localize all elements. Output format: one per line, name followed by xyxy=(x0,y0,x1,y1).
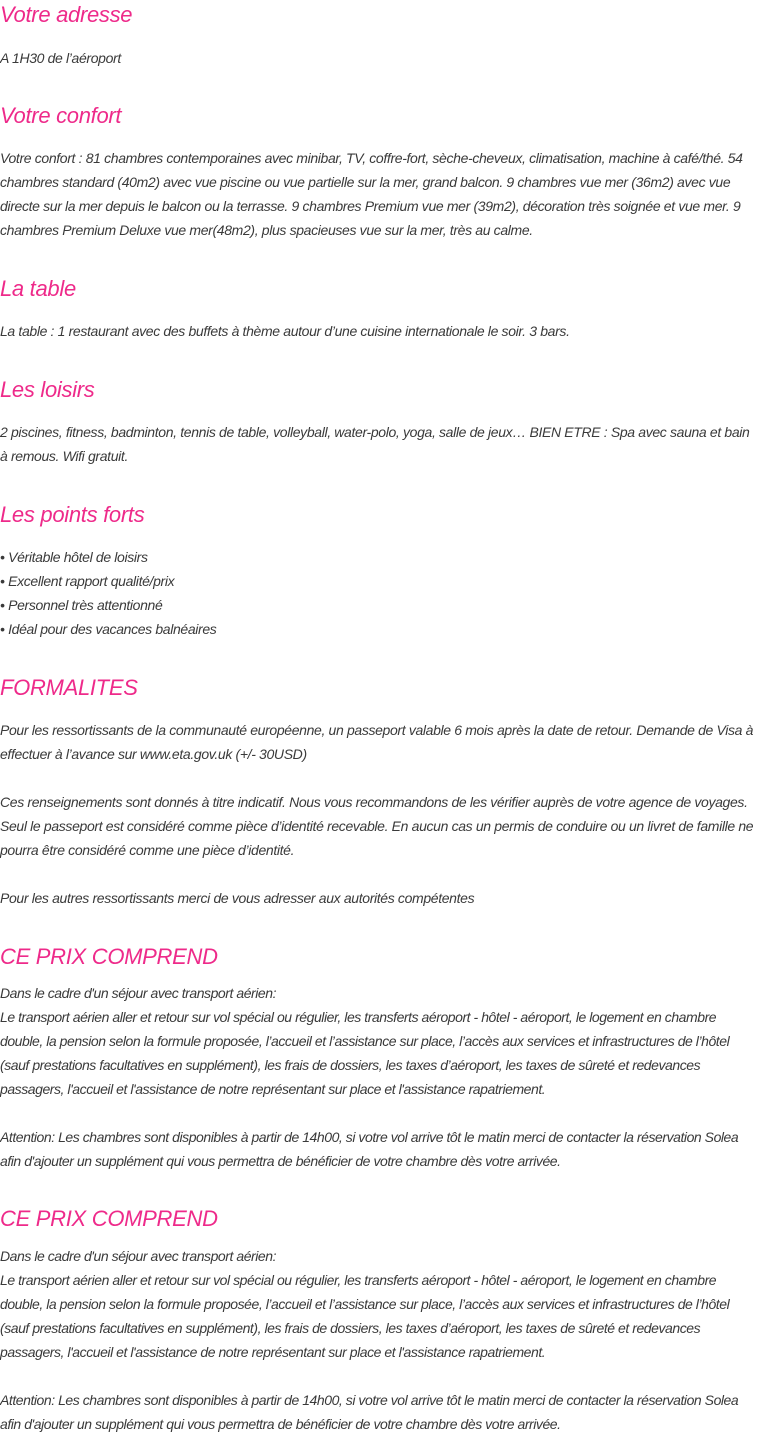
points-forts-item: • Excellent rapport qualité/prix xyxy=(0,573,175,589)
formalites-avertissement: Ces renseignements sont donnés à titre indicatif. Nous vous recommandons de les vérifier auprès de votre agence de voyages. Seul le passeport est considéré comme pièce d’identité recevable. En aucun cas un permis de conduire ou un livret de famille ne pourra être considéré comme une pièce d’identité. xyxy=(0,794,754,858)
loisirs-text: 2 piscines, fitness, badminton, tennis de table, volleyball, water-polo, yoga, salle de jeux… BIEN ETRE : Spa avec sauna et bain à remous. Wifi gratuit. xyxy=(0,424,750,464)
section-title-confort: Votre confort xyxy=(0,103,122,128)
table-text: La table : 1 restaurant avec des buffets à thème autour d’une cuisine internationale le soir. 3 bars. xyxy=(0,323,570,339)
prix-comprend-text: Dans le cadre d'un séjour avec transport aérien: Le transport aérien aller et retour sur vol spécial ou régulier, les transferts aéroport - hôtel - aéroport, le logement en chambre double, la pension selon la formule proposée, l’accueil et l’assistance sur place, l’accès aux services et infrastructures de l’hôtel (sauf prestations facultatives en supplément), les frais de dossiers, les taxes d’aéroport, les taxes de sûreté et redevances passagers, l'accueil et l'assistance de notre représentant sur place et l'assistance rapatriement. xyxy=(0,1248,730,1360)
section-title-points-forts: Les points forts xyxy=(0,502,145,527)
points-forts-item: • Idéal pour des vacances balnéaires xyxy=(0,621,217,637)
points-forts-item: • Véritable hôtel de loisirs xyxy=(0,549,148,565)
section-title-prix-comprend: CE PRIX COMPREND xyxy=(0,944,218,969)
points-forts-item: • Personnel très attentionné xyxy=(0,597,163,613)
section-title-formalites: FORMALITES xyxy=(0,675,138,700)
prix-attention-text: Attention: Les chambres sont disponibles à partir de 14h00, si votre vol arrive tôt le matin merci de contacter la réservation Solea afin d'ajouter un supplément qui vous permettra de bénéficier de votre chambre dès votre arrivée. xyxy=(0,1129,739,1169)
formalites-passeport: Pour les ressortissants de la communauté européenne, un passeport valable 6 mois après la date de retour. Demande de Visa à effectuer à l’avance sur www.eta.gov.uk (+/- 30USD) xyxy=(0,722,754,762)
prix-attention-text: Attention: Les chambres sont disponibles à partir de 14h00, si votre vol arrive tôt le matin merci de contacter la réservation Solea afin d'ajouter un supplément qui vous permettra de bénéficier de votre chambre dès votre arrivée. xyxy=(0,1392,739,1432)
section-title-prix-comprend: CE PRIX COMPREND xyxy=(0,1206,218,1231)
adresse-text: A 1H30 de l’aéroport xyxy=(0,50,121,66)
section-title-table: La table xyxy=(0,276,76,301)
section-title-adresse: Votre adresse xyxy=(0,2,133,27)
formalites-autres: Pour les autres ressortissants merci de vous adresser aux autorités compétentes xyxy=(0,890,475,906)
prix-comprend-text: Dans le cadre d'un séjour avec transport aérien: Le transport aérien aller et retour sur vol spécial ou régulier, les transferts aéroport - hôtel - aéroport, le logement en chambre double, la pension selon la formule proposée, l’accueil et l’assistance sur place, l’accès aux services et infrastructures de l’hôtel (sauf prestations facultatives en supplément), les frais de dossiers, les taxes d’aéroport, les taxes de sûreté et redevances passagers, l'accueil et l'assistance de notre représentant sur place et l'assistance rapatriement. xyxy=(0,985,730,1097)
confort-text: Votre confort : 81 chambres contemporaines avec minibar, TV, coffre-fort, sèche-cheveux, climatisation, machine à café/thé. 54 chambres standard (40m2) avec vue piscine ou vue partielle sur la mer, grand balcon. 9 chambres vue mer (36m2) avec vue directe sur la mer depuis le balcon ou la terrasse. 9 chambres Premium vue mer (39m2), décoration très soignée et vue mer. 9 chambres Premium Deluxe vue mer(48m2), plus spacieuses vue sur la mer, très au calme. xyxy=(0,150,743,238)
section-title-loisirs: Les loisirs xyxy=(0,377,95,402)
